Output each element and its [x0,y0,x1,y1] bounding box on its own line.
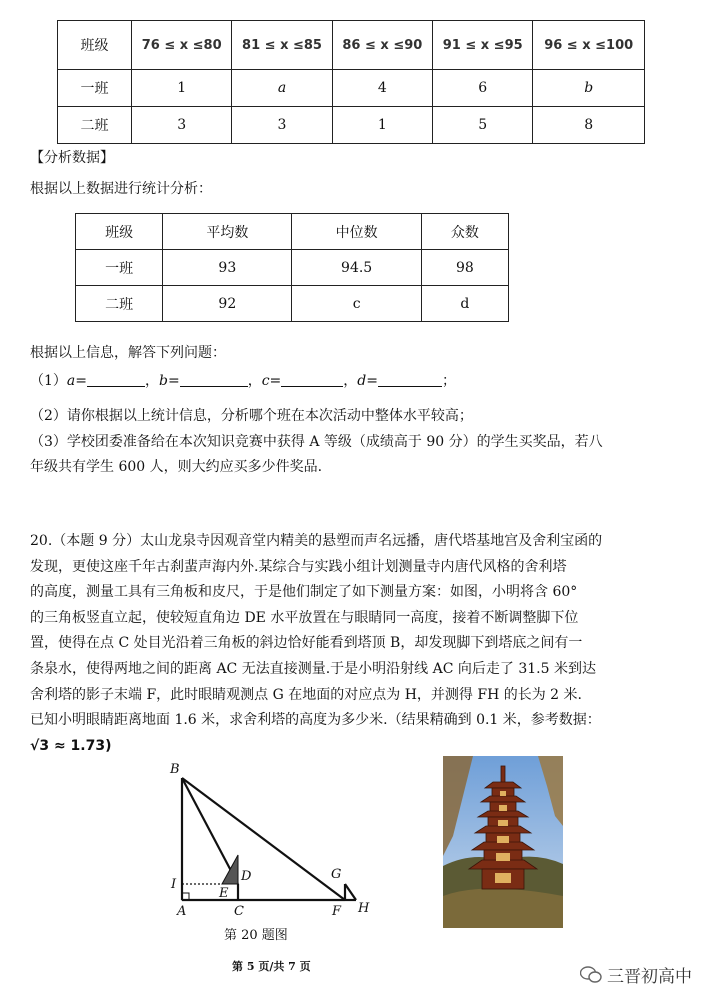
q1-separator: ， [247,373,262,389]
table-header-cell: 96 ≤ x ≤100 [533,21,645,70]
q1-d-label: d= [357,373,378,389]
table-cell: 二班 [58,107,132,144]
q1-c-blank [281,372,343,387]
table-cell: b [533,70,645,107]
table-row [76,286,509,322]
question-1 [30,370,456,390]
q1-a-blank [87,372,145,387]
wechat-icon [580,966,602,984]
problem-line: 20.（本题 9 分）太山龙泉寺因观音堂内精美的悬塑而声名远播，唐代塔基地宫及舍利宝函的 [30,533,603,549]
problem-line: 置，使得在点 C 处目光沿着三角板的斜边恰好能看到塔顶 B，却发现脚下到塔底之间有一 [30,635,583,652]
score-distribution-table [57,20,645,144]
q1-separator: ， [343,373,358,389]
label-b: B [170,762,180,777]
question-3-line-1: （3）学校团委准备给在本次知识竞赛中获得 A 等级（成绩高于 90 分）的学生买奖品，若八 [30,434,603,450]
shadow-line [182,778,345,900]
table-header-row [76,214,509,250]
problem-line: √3 ≈ 1.73) [30,737,112,754]
q1-b-label: b= [159,373,180,389]
label-e: E [219,886,229,901]
watermark-text: 三晋初高中 [607,967,692,987]
table-header-cell: 众数 [421,214,508,250]
q1-separator: ， [145,373,159,389]
table-cell: 6 [433,70,533,107]
table-header-cell: 班级 [76,214,163,250]
pagoda-photo [443,756,563,928]
problem-line: 条泉水，使得两地之间的距离 AC 无法直接测量.于是小明沿射线 AC 向后走了 31.5 米到达 [30,660,596,677]
table-cell: a [232,70,332,107]
table-header-cell: 76 ≤ x ≤80 [132,21,232,70]
q1-a-label: a= [66,373,87,389]
problem-line: 的高度，测量工具有三角板和皮尺，于是他们制定了如下测量方案：如图，小明将含 60° [30,584,578,601]
table-header-cell: 86 ≤ x ≤90 [332,21,432,70]
table-cell: 93 [163,250,292,286]
label-d: D [241,869,252,884]
label-a: A [177,904,187,918]
table-header-cell: 平均数 [163,214,292,250]
table-row [58,107,645,144]
sight-line [182,778,238,884]
table-cell: c [292,286,421,322]
table-cell: 一班 [58,70,132,107]
table-cell: 94.5 [292,250,421,286]
label-c: C [234,904,244,918]
analysis-heading: 【分析数据】 [30,150,114,166]
question-2: （2）请你根据以上统计信息，分析哪个班在本次活动中整体水平较高； [30,408,473,424]
geometry-figure [160,758,380,918]
label-f: F [332,904,342,918]
problem-line: 发现，更使这座千年古刹蜚声海内外.某综合与实践小组计划测量寺内唐代风格的舍利塔 [30,558,567,575]
table-cell: 8 [533,107,645,144]
questions-intro: 根据以上信息，解答下列问题： [30,345,226,361]
q1-prefix: （1） [30,373,67,389]
q1-b-blank [180,372,248,387]
statistics-table [75,213,509,322]
table-cell: 98 [421,250,508,286]
table-cell: 1 [132,70,232,107]
table-cell: d [421,286,508,322]
table-header-cell: 81 ≤ x ≤85 [232,21,332,70]
problem-20-text [30,529,678,759]
table-header-cell: 91 ≤ x ≤95 [433,21,533,70]
q1-c-label: c= [261,373,282,389]
table-header-row [58,21,645,70]
gh-line [345,884,356,900]
table-row [58,70,645,107]
table-cell: 1 [332,107,432,144]
watermark [580,962,692,987]
problem-line: 已知小明眼睛距离地面 1.6 米，求舍利塔的高度为多少米.（结果精确到 0.1 米，参考数据： [30,712,601,729]
label-h: H [358,901,370,916]
problem-line: 的三角板竖直立起，使较短直角边 DE 水平放置在与眼睛同一高度，接着不断调整脚下位 [30,609,579,626]
table-cell: 二班 [76,286,163,322]
table-cell: 5 [433,107,533,144]
table-cell: 一班 [76,250,163,286]
q1-d-blank [378,372,442,387]
q1-end: ； [441,373,456,389]
table-header-cell: 中位数 [292,214,421,250]
label-g: G [331,867,342,882]
table-cell: 4 [332,70,432,107]
problem-line: 舍利塔的影子末端 F，此时眼睛观测点 G 在地面的对应点为 H，并测得 FH 的长为 2 米. [30,686,582,703]
table-header-cell: 班级 [58,21,132,70]
table-row [76,250,509,286]
page-footer: 第 5 页/共 7 页 [232,960,311,973]
label-i: I [171,877,177,892]
table-cell: 92 [163,286,292,322]
analysis-intro: 根据以上数据进行统计分析： [30,181,212,197]
question-3-line-2: 年级共有学生 600 人，则大约应买多少件奖品. [30,459,323,475]
table-cell: 3 [232,107,332,144]
table-cell: 3 [132,107,232,144]
figure-caption: 第 20 题图 [224,928,288,943]
